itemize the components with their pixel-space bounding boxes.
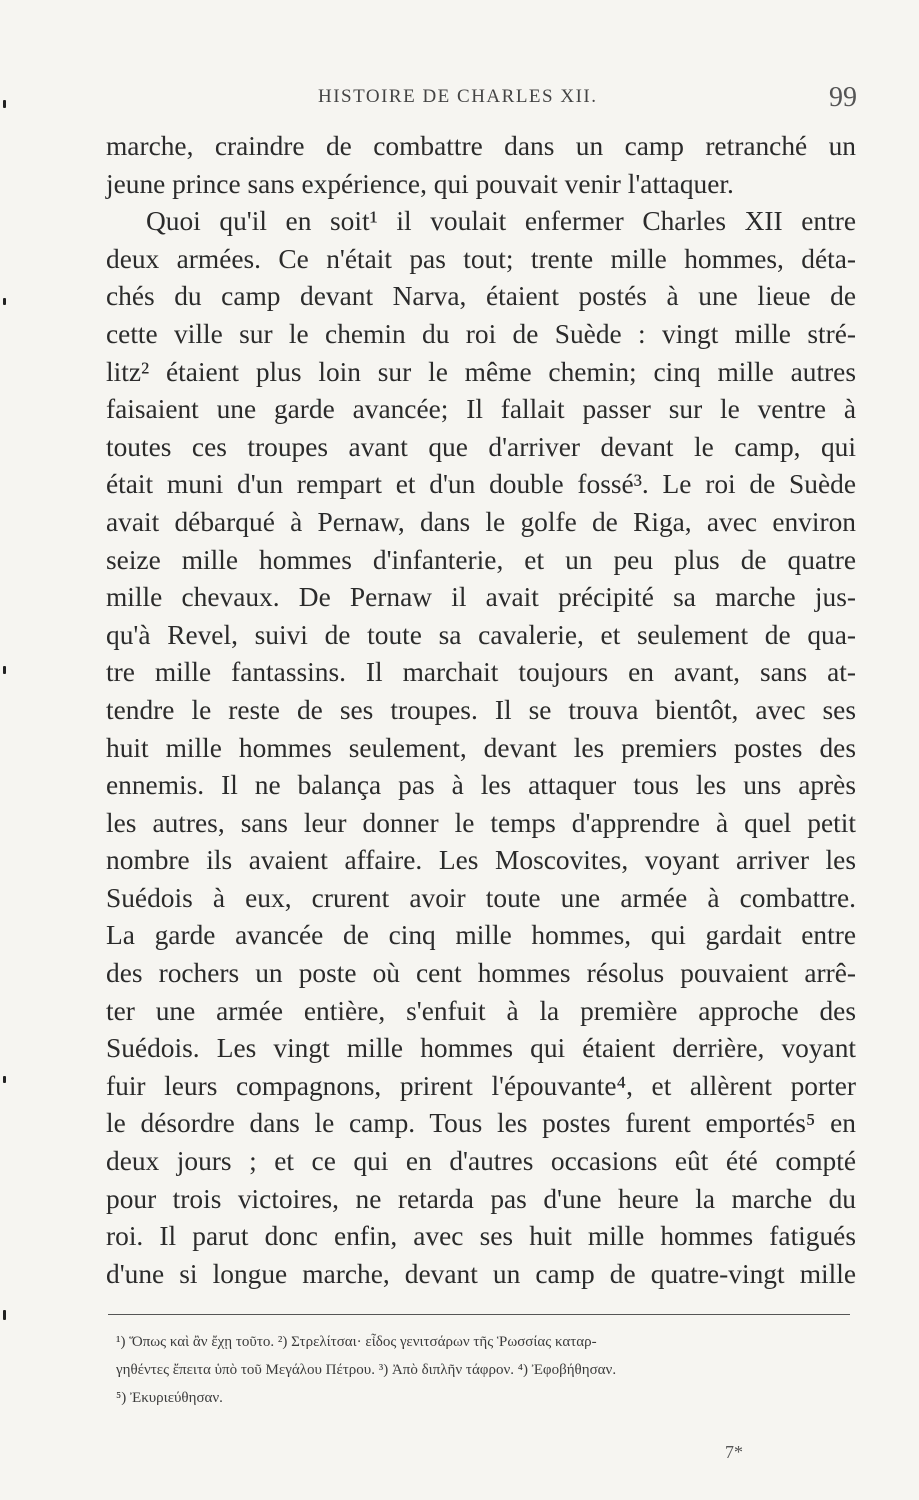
footnote-line: ¹) Ὅπως καὶ ἂν ἔχῃ τοῦτο. ²) Στρελίτσαι· εἶδος γενιτσάρων τῆς Ῥωσσίας καταρ-	[116, 1334, 597, 1350]
running-title: HISTOIRE DE CHARLES XII.	[318, 86, 598, 107]
text-line: d'une si longue marche, devant un camp de quatre-vingt mille	[106, 1258, 856, 1289]
text-line: Quoi qu'il en soit¹ il voulait enfermer Charles XII entre	[146, 206, 856, 237]
text-line: jeune prince sans expérience, qui pouvait venir l'attaquer.	[106, 168, 734, 199]
binding-mark	[3, 1310, 6, 1320]
page-header	[0, 82, 919, 116]
text-line: huit mille hommes seulement, devant les premiers postes des	[106, 732, 856, 763]
text-line: mille chevaux. De Pernaw il avait précipité sa marche jus-	[106, 582, 856, 613]
text-line: pour trois victoires, ne retarda pas d'une heure la marche du	[106, 1183, 856, 1214]
footnotes	[116, 1328, 854, 1412]
binding-mark	[3, 100, 6, 108]
signature-mark: 7*	[725, 1442, 743, 1462]
text-line: était muni d'un rempart et d'un double fossé³. Le roi de Suède	[106, 469, 856, 500]
text-line: le désordre dans le camp. Tous les postes furent emportés⁵ en	[106, 1108, 856, 1139]
text-line: litz² étaient plus loin sur le même chemin; cinq mille autres	[106, 356, 856, 387]
text-line: deux jours ; et ce qui en d'autres occasions eût été compté	[106, 1146, 856, 1177]
text-line: faisaient une garde avancée; Il fallait passer sur le ventre à	[106, 394, 856, 425]
text-line: avait débarqué à Pernaw, dans le golfe de Riga, avec environ	[106, 506, 856, 537]
page-number: 99	[829, 82, 857, 113]
binding-mark	[3, 666, 6, 674]
text-line: fuir leurs compagnons, prirent l'épouvante⁴, et allèrent porter	[106, 1070, 856, 1101]
footnote-line: γηθέντες ἔπειτα ὑπὸ τοῦ Μεγάλου Πέτρου. ³) Ἀπὸ διπλῆν τάφρον. ⁴) Ἐφοβήθησαν.	[116, 1362, 617, 1378]
text-line: chés du camp devant Narva, étaient postés à une lieue de	[106, 281, 856, 312]
footnote-line: ⁵) Ἐκυριεύθησαν.	[116, 1390, 223, 1406]
text-line: tre mille fantassins. Il marchait toujours en avant, sans at-	[106, 657, 856, 688]
text-line: tendre le reste de ses troupes. Il se trouva bientôt, avec ses	[106, 694, 856, 725]
text-line: ennemis. Il ne balança pas à les attaquer tous les uns après	[106, 770, 856, 801]
text-line: cette ville sur le chemin du roi de Suède : vingt mille stré-	[106, 318, 856, 349]
text-line: ter une armée entière, s'enfuit à la première approche des	[106, 995, 856, 1026]
text-line: roi. Il parut donc enfin, avec ses huit mille hommes fatigués	[106, 1221, 856, 1252]
text-line: qu'à Revel, suivi de toute sa cavalerie, et seulement de qua-	[106, 619, 856, 650]
footnote-divider	[108, 1314, 850, 1315]
binding-mark	[3, 298, 6, 305]
text-line: La garde avancée de cinq mille hommes, qui gardait entre	[106, 920, 856, 951]
text-line: les autres, sans leur donner le temps d'apprendre à quel petit	[106, 807, 856, 838]
text-line: Suédois à eux, crurent avoir toute une armée à combattre.	[106, 882, 856, 913]
text-line: deux armées. Ce n'était pas tout; trente mille hommes, déta-	[106, 243, 856, 274]
text-line: des rochers un poste où cent hommes résolus pouvaient arrê-	[106, 958, 856, 989]
binding-mark	[3, 1076, 6, 1083]
text-line: seize mille hommes d'infanterie, et un peu plus de quatre	[106, 544, 856, 575]
text-line: nombre ils avaient affaire. Les Moscovites, voyant arriver les	[106, 845, 856, 876]
text-line: marche, craindre de combattre dans un camp retranché un	[106, 131, 856, 161]
text-line: toutes ces troupes avant que d'arriver devant le camp, qui	[106, 431, 856, 462]
main-text	[106, 128, 856, 1293]
text-line: Suédois. Les vingt mille hommes qui étaient derrière, voyant	[106, 1033, 856, 1064]
